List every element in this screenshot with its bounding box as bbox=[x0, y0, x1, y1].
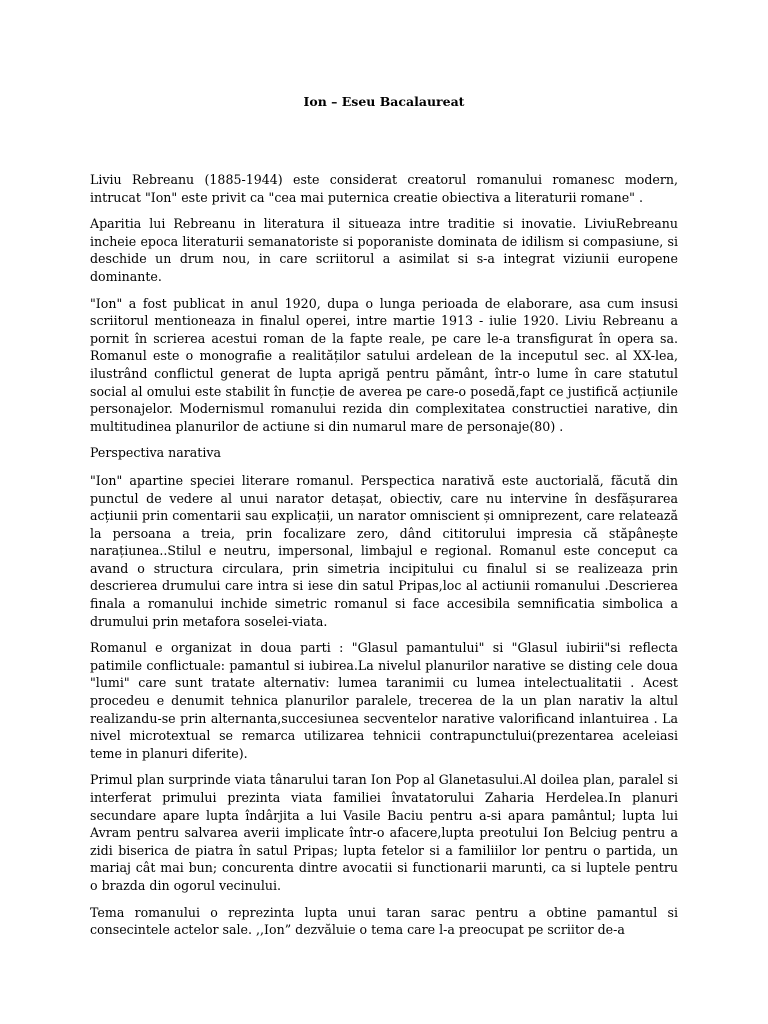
paragraph-appearance: Aparitia lui Rebreanu in literatura il situeaza intre traditie si inovatie. LiviuRebreanu incheie epoca literaturii semanatoriste si poporaniste dominata de idilism si compasiune, si deschide un drum nou, in care scriitorul a asimilat si s-a integrat viziunii europene dominante. bbox=[90, 216, 678, 284]
document-title: Ion – Eseu Bacalaureat bbox=[303, 94, 465, 109]
paragraph-plans: Primul plan surprinde viata tânarului taran Ion Pop al Glanetasului.Al doilea plan, paralel si interferat primului prezinta viata familiei învatatorului Zaharia Herdelea.In planuri secundare apare lupta îndârjita a lui Vasile Baciu pentru a-si apara pamântul; lupta lui Avram pentru salvarea averii implicate într-o afacere,lupta preotului Ion Belciug pentru a zidi biserica de piatra în satul Pripas; lupta fetelor si a familiilor lor pentru o partida, un mariaj cât mai bun; concurenta dintre avocatii si functionarii marunti, ca si luptele pentru o brazda din ogorul vecinului. bbox=[90, 772, 678, 893]
paragraph-structure: Romanul e organizat in doua parti : "Glasul pamantului" si "Glasul iubirii"si reflecta patimile conflictuale: pamantul si iubirea.La nivelul planurilor narative se disting cele doua "lumi" care sunt tratate alternativ: lumea taranimii cu lumea intelectualitatii . Acest procedeu e denumit tehnica planurilor paralele, trecerea de la un plan narativ la altul realizandu-se prin alternanta,succesiunea secventelor narative valorificand inlantuirea . La nivel microtextual se remarca utilizarea tehnicii contrapunctului(prezentarea aceleiasi teme in planuri diferite). bbox=[90, 640, 678, 761]
paragraph-intro: Liviu Rebreanu (1885-1944) este considerat creatorul romanului romanesc modern, intrucat "Ion" este privit ca "cea mai puternica creatie obiectiva a literaturii romane" . bbox=[90, 172, 678, 205]
paragraph-publication: "Ion" a fost publicat in anul 1920, dupa o lunga perioada de elaborare, asa cum insusi scriitorul mentioneaza in finalul operei, intre martie 1913 - iulie 1920. Liviu Rebreanu a pornit în scrierea acestui roman de la fapte reale, pe care le-a transfigurat în opera sa. Romanul este o monografie a realităților satului ardelean de la inceputul sec. al XX-lea, ilustrând conflictul generat de lupta aprigă pentru pământ, într-o lume în care statutul social al omului este stabilit în funcție de averea pe care-o posedă,fapt ce justifică acțiunile personajelor. Modernismul romanului rezida din complexitatea constructiei narative, din multitudinea planurilor de actiune si din numarul mare de personaje(80) . bbox=[90, 295, 678, 434]
section-heading-perspective: Perspectiva narativa bbox=[90, 445, 221, 461]
document-body bbox=[90, 171, 678, 948]
paragraph-theme: Tema romanului o reprezinta lupta unui taran sarac pentru a obtine pamantul si consecintele actelor sale. ,,Ion” dezvăluie o tema care l-a preocupat pe scriitor de-a bbox=[90, 904, 678, 938]
paragraph-perspective: "Ion" apartine speciei literare romanul. Perspectica narativă este auctorială, făcută din punctul de vedere al unui narator detașat, obiectiv, care nu intervine în desfășurarea acțiunii prin comentarii sau explicații, un narator omniscient și omniprezent, care relatează la persoana a treia, prin focalizare zero, dând cititorului impresia că stăpânește narațiunea..Stilul e neutru, impersonal, limbajul e regional. Romanul este conceput ca avand o structura circulara, prin simetria incipitului cu finalul si se realizeaza prin descrierea drumului care intra si iese din satul Pripas,loc al actiunii romanului .Descrierea finala a romanului inchide simetric romanul si face accesibila semnificatia simbolica a drumului prin metafora soselei-viata. bbox=[90, 472, 678, 629]
